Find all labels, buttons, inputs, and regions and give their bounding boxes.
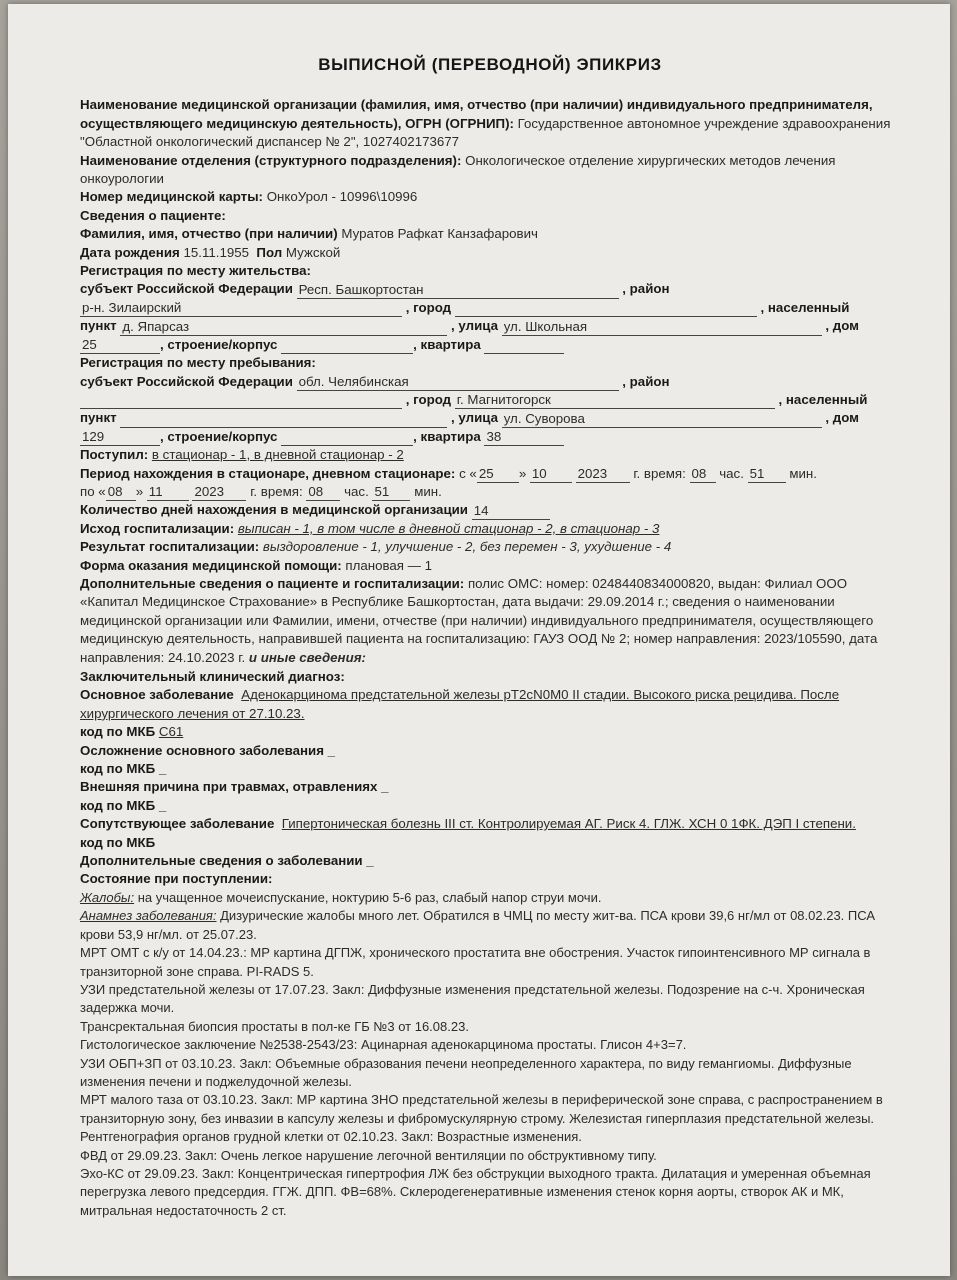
reg-res-line3 bbox=[80, 317, 900, 335]
complication-line: Осложнение основного заболевания _ bbox=[80, 742, 336, 758]
period-min-from: 51 bbox=[748, 466, 786, 483]
concomitant-label: Сопутствующее заболевание bbox=[80, 816, 275, 832]
fio-value: Муратов Рафкат Канзафарович bbox=[341, 226, 538, 242]
reg-stay-header: Регистрация по месту пребывания: bbox=[80, 355, 316, 371]
mkb-complication-line: код по МКБ _ bbox=[80, 761, 167, 777]
card-label: Номер медицинской карты: bbox=[80, 189, 263, 205]
form-value: плановая — 1 bbox=[345, 557, 433, 573]
punkt-value: д. Япарсаз bbox=[120, 319, 447, 336]
street-label: , улица bbox=[451, 318, 498, 334]
sex-label: Пол bbox=[256, 244, 283, 260]
days-value: 14 bbox=[472, 503, 550, 520]
city-value bbox=[455, 300, 757, 317]
admitted-label: Поступил: bbox=[80, 447, 149, 463]
period-from-label: с « bbox=[459, 465, 477, 481]
patient-header: Сведения о пациенте: bbox=[80, 207, 226, 223]
external-cause-line: Внешняя причина при травмах, отравлениях _ bbox=[80, 779, 389, 795]
admission-state bbox=[80, 889, 900, 1220]
fio-line bbox=[80, 225, 900, 243]
reg-stay-line4 bbox=[80, 428, 900, 446]
card-section bbox=[80, 188, 900, 206]
days-label: Количество дней нахождения в медицинской организации bbox=[80, 502, 468, 518]
finding-item: УЗИ предстательной железы от 17.07.23. Закл: Диффузные изменения предстательной железы. Подозрение на с-ч. Хроническая задержка мочи. bbox=[80, 981, 865, 1016]
subject-label: субъект Российской Федерации bbox=[80, 373, 293, 389]
punkt-label: пункт bbox=[80, 318, 117, 334]
result-label: Результат госпитализации: bbox=[80, 539, 260, 555]
finding-item: Трансректальная биопсия простаты в пол-ке ГБ №3 от 16.08.23. bbox=[80, 1018, 469, 1034]
main-disease bbox=[80, 686, 900, 723]
min-label: мин. bbox=[414, 483, 442, 499]
finding-item: МРТ ОМТ с к/у от 14.04.23.: МР картина ДГПЖ, хронического простатита вне обострения. Участок гипоинтенсивного МР сигнала в транзиторной зоне справа. PI-RADS 5. bbox=[80, 945, 871, 979]
state-header: Состояние при поступлении: bbox=[80, 871, 273, 887]
add-disease-line: Дополнительные сведения о заболевании _ bbox=[80, 853, 374, 869]
street-label: , улица bbox=[451, 410, 498, 426]
dept-section bbox=[80, 152, 900, 189]
min-label: мин. bbox=[789, 465, 817, 481]
discharge-summary bbox=[80, 56, 900, 1220]
building-value bbox=[281, 429, 413, 446]
reg-res-line1 bbox=[80, 280, 900, 298]
anamnesis-value: Дизурические жалобы много лет. Обратился в ЧМЦ по месту жит-ва. ПСА крови 39,6 нг/мл от 08.02.23. ПСА крови 53,9 нг/мл. от 25.07.23. bbox=[80, 908, 876, 942]
org-value: Государственное автономное учреждение здравоохранения "Областной онкологический диспансер № 2", 1027402173677 bbox=[80, 115, 891, 150]
result-value: выздоровление - 1, улучшение - 2, без перемен - 3, ухудшение - 4 bbox=[262, 539, 672, 555]
time-label: г. время: bbox=[250, 483, 303, 499]
reg-res-line2 bbox=[80, 299, 900, 317]
anamnesis-label: Анамнез заболевания: bbox=[80, 908, 217, 924]
dob-line bbox=[80, 244, 900, 262]
extra-section bbox=[80, 575, 900, 667]
subject-value: обл. Челябинская bbox=[297, 374, 619, 391]
mkb-main-value: С61 bbox=[158, 724, 184, 740]
outcome-label: Исход госпитализации: bbox=[80, 520, 235, 536]
form-label: Форма оказания медицинской помощи: bbox=[80, 557, 342, 573]
anamnesis-line bbox=[80, 907, 900, 944]
main-value: Аденокарцинома предстательной железы pT2cN0M0 II стадии. Высокого риска рецидива. После хирургического лечения от 27.10.23. bbox=[80, 687, 840, 721]
punkt-label: пункт bbox=[80, 410, 117, 426]
period-day-from: 25 bbox=[477, 466, 519, 483]
mkb-external-line: код по МКБ _ bbox=[80, 797, 167, 813]
flat-value: 38 bbox=[484, 429, 564, 446]
subject-label: субъект Российской Федерации bbox=[80, 281, 293, 297]
finding-item: Эхо-КС от 29.09.23. Закл: Концентрическая гипертрофия ЛЖ без обструкции выходного тракта. Дилатация и умеренная объемная перегрузка левого предсердия. ГГЖ. ДПП. ФВ=68%. Склеродегенеративные изменения стенок корня аорты, створок АК и МК, митральная недостаточность 2 ст. bbox=[80, 1165, 871, 1218]
rayon-label: , район bbox=[622, 281, 670, 297]
extra-value: полис ОМС: номер: 0248440834000820, выдан: Филиал ООО «Капитал Медицинское Страхование» в Республике Башкортостан, дата выдачи: 29.09.2014 г.; сведения о наименовании медицинской организации или Фамилии, имени, отчестве (при наличии) индивидуального предпринимателя, осуществляющего медицинскую деятельность, направившей пациента на госпитализацию: ГАУЗ ООД № 2; номер направления: 2023/105590, дата направления: 24.10.2023 г. bbox=[80, 575, 878, 665]
building-value bbox=[281, 337, 413, 354]
period-month-from: 10 bbox=[530, 466, 572, 483]
period-hour-to: 08 bbox=[306, 484, 340, 501]
reg-stay-line2 bbox=[80, 391, 900, 409]
period-month-to: 11 bbox=[147, 484, 189, 501]
finding-item: Гистологическое заключение №2538-2543/23: Ацинарная аденокарцинома простаты. Глисон 4+3=7. bbox=[80, 1037, 687, 1053]
finding-item: МРТ малого таза от 03.10.23. Закл: МР картина ЗНО предстательной железы в периферической зоне справа, с распространением в транзиторную зону, без инвазии в капсулу железы и фибромускулярную строму. Железистая гиперплазия предстательной железы. bbox=[80, 1092, 883, 1126]
city-label: , город bbox=[405, 299, 452, 315]
days-line bbox=[80, 501, 900, 519]
period-year-from: 2023 bbox=[576, 466, 630, 483]
form-line bbox=[80, 557, 900, 575]
period-label: Период нахождения в стационаре, дневном стационаре: bbox=[80, 465, 456, 481]
np-label: , населенный bbox=[778, 391, 868, 407]
dept-label: Наименование отделения (структурного подразделения): bbox=[80, 152, 462, 168]
house-value: 129 bbox=[80, 429, 160, 446]
street-value: ул. Школьная bbox=[502, 319, 822, 336]
house-label: , дом bbox=[825, 318, 860, 334]
period-hour-from: 08 bbox=[690, 466, 716, 483]
main-label: Основное заболевание bbox=[80, 687, 234, 703]
flat-label: , квартира bbox=[413, 336, 481, 352]
subject-value: Респ. Башкортостан bbox=[297, 282, 619, 299]
dept-value: Онкологическое отделение хирургических методов лечения онкоурологии bbox=[80, 152, 836, 187]
rayon-value bbox=[80, 392, 402, 409]
building-label: , строение/корпус bbox=[160, 428, 278, 444]
city-label: , город bbox=[405, 391, 452, 407]
period-line1: Период нахождения в стационаре, дневном стационаре: с « 25 » 10 2023 г. время: 08 час. 51 мин. bbox=[80, 465, 817, 481]
np-label: , населенный bbox=[760, 299, 850, 315]
card-value: ОнкоУрол - 10996\10996 bbox=[266, 189, 418, 205]
city-value: г. Магнитогорск bbox=[455, 392, 775, 409]
flat-value bbox=[484, 337, 564, 354]
outcome-line bbox=[80, 520, 900, 538]
dob-label: Дата рождения bbox=[80, 244, 180, 260]
fio-label: Фамилия, имя, отчество (при наличии) bbox=[80, 226, 338, 242]
reg-stay-line3 bbox=[80, 409, 900, 427]
reg-stay-line1 bbox=[80, 373, 900, 391]
reg-res-line4 bbox=[80, 336, 900, 354]
flat-label: , квартира bbox=[413, 428, 481, 444]
mkb-label: код по МКБ bbox=[80, 724, 156, 740]
rayon-label: , район bbox=[622, 373, 670, 389]
period-day-to: 08 bbox=[106, 484, 136, 501]
diagnosis-header: Заключительный клинический диагноз: bbox=[80, 669, 345, 684]
street-value: ул. Суворова bbox=[502, 411, 822, 428]
period-to-label: по « bbox=[80, 483, 106, 499]
sex-value: Мужской bbox=[285, 244, 341, 260]
period-year-to: 2023 bbox=[192, 484, 246, 501]
concomitant-line bbox=[80, 815, 900, 833]
reg-res-header: Регистрация по месту жительства: bbox=[80, 263, 311, 279]
hour-label: час. bbox=[719, 465, 744, 481]
org-section bbox=[80, 96, 900, 151]
dob-value: 15.11.1955 bbox=[183, 244, 250, 260]
house-value: 25 bbox=[80, 337, 160, 354]
punkt-value bbox=[120, 411, 447, 428]
org-label: Наименование медицинской организации (фамилия, имя, отчество (при наличии) индивидуального предпринимателя, осуществляющего медицинскую деятельность), ОГРН (ОГРНИП): bbox=[80, 97, 873, 131]
mkb-concomitant-line: код по МКБ bbox=[80, 834, 156, 850]
time-label: г. время: bbox=[633, 465, 686, 481]
extra-tail: и иные сведения: bbox=[248, 649, 366, 665]
period-line2: по « 08 » 11 2023 г. время: 08 час. 51 мин. bbox=[80, 483, 442, 500]
extra-label: Дополнительные сведения о пациенте и госпитализации: bbox=[80, 575, 465, 591]
finding-item: ФВД от 29.09.23. Закл: Очень легкое нарушение легочной вентиляции по обструктивному типу. bbox=[80, 1147, 657, 1163]
document-title: ВЫПИСНОЙ (ПЕРЕВОДНОЙ) ЭПИКРИЗ bbox=[318, 55, 662, 74]
complaints-value: на учащенное мочеиспускание, ноктурию 5-6 раз, слабый напор струи мочи. bbox=[137, 889, 602, 905]
complaints-line bbox=[80, 889, 900, 907]
result-line bbox=[80, 538, 900, 556]
complaints-label: Жалобы: bbox=[80, 889, 135, 905]
period-min-to: 51 bbox=[372, 484, 410, 501]
house-label: , дом bbox=[825, 410, 860, 426]
admitted-line bbox=[80, 446, 900, 464]
finding-item: УЗИ ОБП+ЗП от 03.10.23. Закл: Объемные образования печени неопределенного характера, по виду гемангиомы. Диффузные изменения печени и поджелудочной железы. bbox=[80, 1055, 852, 1089]
rayon-value: р-н. Зилаирский bbox=[80, 300, 402, 317]
finding-item: Рентгенография органов грудной клетки от 02.10.23. Закл: Возрастные изменения. bbox=[80, 1129, 582, 1145]
outcome-value: выписан - 1, в том числе в дневной стационар - 2, в стационар - 3 bbox=[237, 520, 660, 536]
hour-label: час. bbox=[344, 483, 369, 499]
mkb-main-line bbox=[80, 723, 900, 741]
concomitant-value: Гипертоническая болезнь III ст. Контролируемая АГ. Риск 4. ГЛЖ. ХСН 0 1ФК. ДЭП I степени. bbox=[281, 816, 856, 832]
admitted-value: в стационар - 1, в дневной стационар - 2 bbox=[151, 447, 404, 463]
building-label: , строение/корпус bbox=[160, 336, 278, 352]
